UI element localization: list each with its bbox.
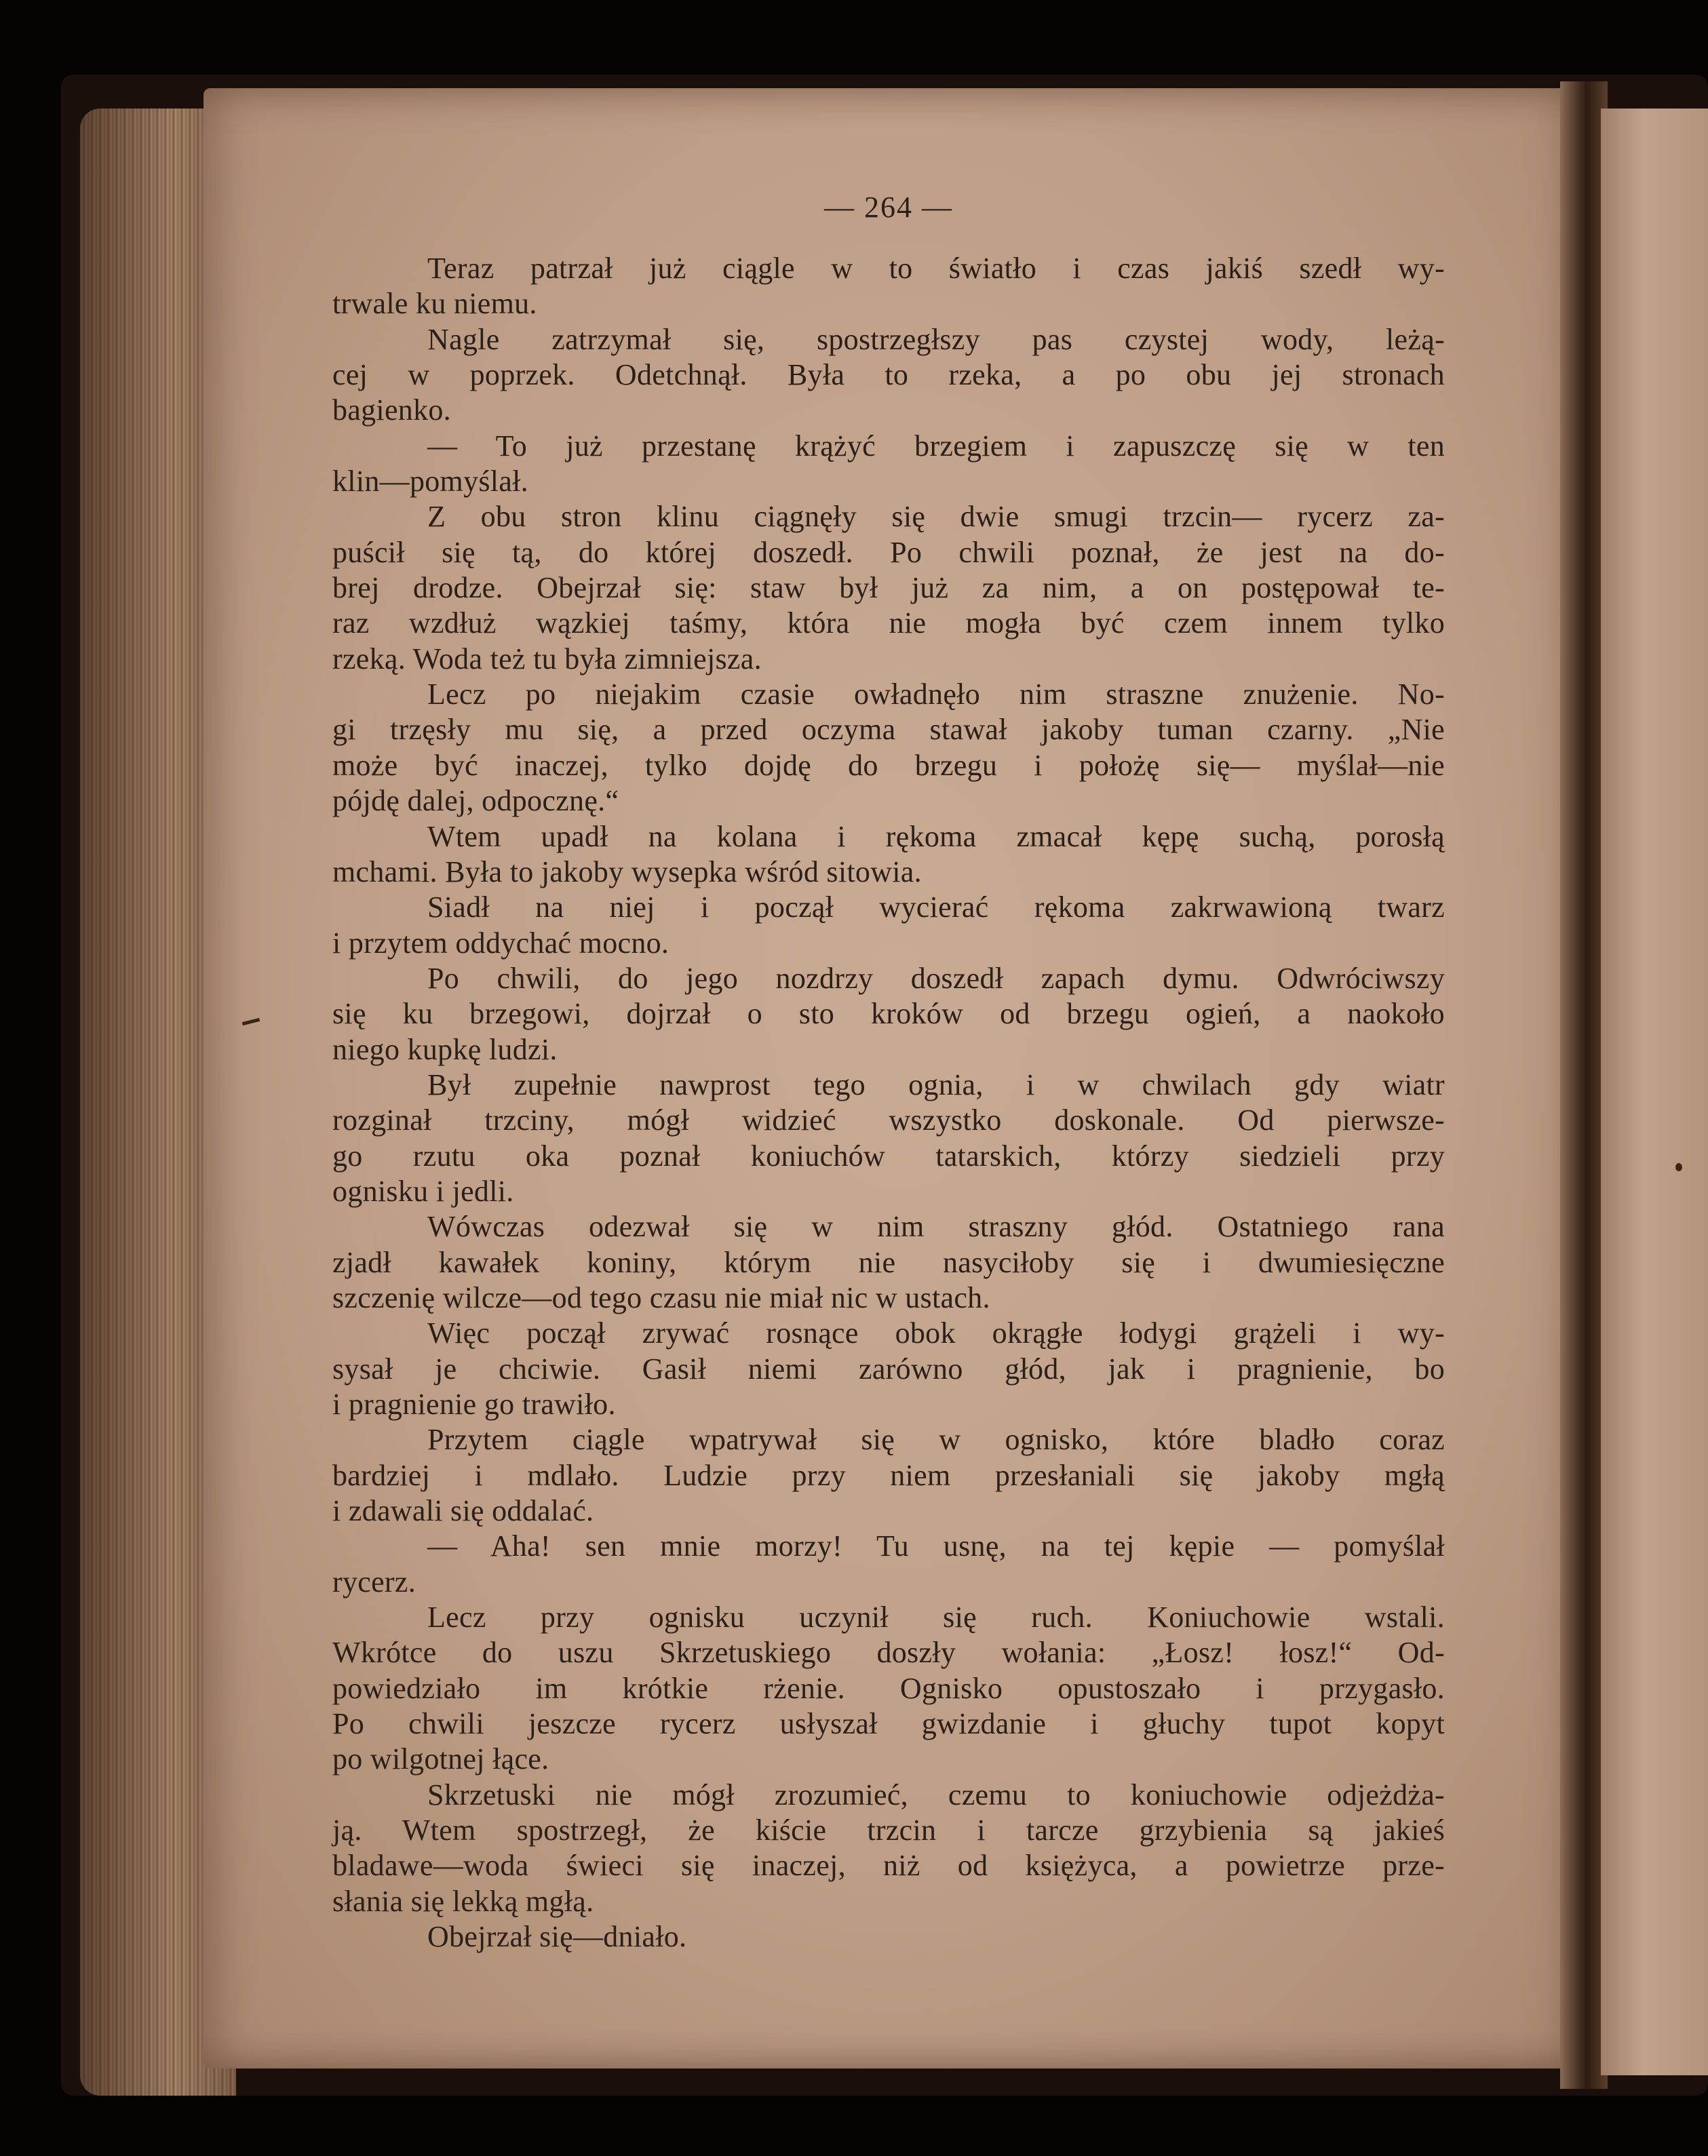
text-line: Teraz patrzał już ciągle w to światło i czas jakiś szedł wy- bbox=[427, 252, 1445, 285]
text-line: Siadł na niej i począł wycierać rękoma zakrwawioną twarz bbox=[427, 890, 1445, 924]
text-line: Wkrótce do uszu Skrzetuskiego doszły wołania: „Łosz! łosz!“ Od- bbox=[332, 1636, 1445, 1670]
text-line: puścił się tą, do której doszedł. Po chwili poznał, że jest na do- bbox=[332, 535, 1445, 569]
text-line: Lecz po niejakim czasie owładnęło nim straszne znużenie. No- bbox=[427, 678, 1445, 711]
text-line: rycerz. bbox=[332, 1565, 416, 1599]
text-line: i przytem oddychać mocno. bbox=[332, 926, 669, 960]
facing-page-edge bbox=[1601, 109, 1708, 2075]
text-line: ją. Wtem spostrzegł, że kiście trzcin i tarcze grzybienia są jakieś bbox=[332, 1814, 1445, 1847]
paper-speck bbox=[1675, 1163, 1682, 1171]
text-line: Wówczas odezwał się w nim straszny głód. Ostatniego rana bbox=[427, 1210, 1445, 1244]
text-line: szczenię wilcze—od tego czasu nie miał nic w ustach. bbox=[332, 1280, 990, 1314]
text-line: Więc począł zrywać rosnące obok okrągłe łodygi grążeli i wy- bbox=[427, 1316, 1445, 1350]
text-line: zjadł kawałek koniny, którym nie nasyciłoby się i dwumiesięczne bbox=[332, 1245, 1445, 1279]
text-line: powiedziało im krótkie rżenie. Ognisko opustoszało i przygasło. bbox=[332, 1671, 1445, 1705]
text-line: Obejrzał się—dniało. bbox=[427, 1920, 687, 1954]
text-line: rozginał trzciny, mógł widzieć wszystko doskonale. Od pierwsze- bbox=[332, 1103, 1445, 1137]
page-text bbox=[332, 191, 1445, 1955]
text-line: i pragnienie go trawiło. bbox=[332, 1388, 616, 1421]
text-line: bladawe—woda świeci się inaczej, niż od księżyca, a powietrze prze- bbox=[332, 1849, 1445, 1883]
text-line: Po chwili jeszcze rycerz usłyszał gwizdanie i głuchy tupot kopyt bbox=[332, 1707, 1445, 1741]
text-line: rzeką. Woda też tu była zimniejsza. bbox=[332, 642, 762, 675]
text-line: trwale ku niemu. bbox=[332, 287, 537, 321]
text-line: słania się lekką mgłą. bbox=[332, 1884, 594, 1918]
text-line: Przytem ciągle wpatrywał się w ognisko, które bladło coraz bbox=[427, 1423, 1445, 1457]
text-line: gi trzęsły mu się, a przed oczyma stawał jakoby tuman czarny. „Nie bbox=[332, 713, 1445, 747]
text-line: Skrzetuski nie mógł zrozumieć, czemu to koniuchowie odjeżdża- bbox=[427, 1778, 1445, 1811]
text-line: klin—pomyślał. bbox=[332, 465, 528, 498]
page-number: — 264 — bbox=[824, 191, 953, 224]
text-line: bagienko. bbox=[332, 393, 451, 427]
text-line: może być inaczej, tylko dojdę do brzegu i położę się— myślał—nie bbox=[332, 748, 1445, 782]
text-line: raz wzdłuż wązkiej taśmy, która nie mogła być czem innem tylko bbox=[332, 606, 1445, 640]
text-line: się ku brzegowi, dojrzał o sto kroków od brzegu ogień, a naokoło bbox=[332, 997, 1445, 1031]
text-line: — To już przestanę krążyć brzegiem i zapuszczę się w ten bbox=[427, 429, 1445, 463]
text-line: — Aha! sen mnie morzy! Tu usnę, na tej kępie — pomyślał bbox=[427, 1529, 1445, 1563]
text-line: Nagle zatrzymał się, spostrzegłszy pas czystej wody, leżą- bbox=[427, 322, 1445, 356]
text-line: ognisku i jedli. bbox=[332, 1174, 514, 1208]
text-line: Był zupełnie nawprost tego ognia, i w chwilach gdy wiatr bbox=[427, 1067, 1445, 1101]
text-line: bardziej i mdlało. Ludzie przy niem przesłaniali się jakoby mgłą bbox=[332, 1458, 1445, 1492]
text-line: cej w poprzek. Odetchnął. Była to rzeka, a po obu jej stronach bbox=[332, 358, 1445, 392]
text-line: pójdę dalej, odpocznę.“ bbox=[332, 784, 619, 818]
text-line: sysał je chciwie. Gasił niemi zarówno głód, jak i pragnienie, bo bbox=[332, 1352, 1445, 1386]
text-line: i zdawali się oddalać. bbox=[332, 1494, 594, 1528]
text-line: Lecz przy ognisku uczynił się ruch. Koniuchowie wstali. bbox=[427, 1601, 1445, 1634]
text-line: po wilgotnej łące. bbox=[332, 1742, 549, 1776]
text-line: go rzutu oka poznał koniuchów tatarskich, którzy siedzieli przy bbox=[332, 1139, 1445, 1173]
text-line: mchami. Była to jakoby wysepka wśród sitowia. bbox=[332, 855, 922, 888]
text-line: niego kupkę ludzi. bbox=[332, 1032, 558, 1066]
text-line: brej drodze. Obejrzał się: staw był już za nim, a on postępował te- bbox=[332, 571, 1445, 605]
text-line: Z obu stron klinu ciągnęły się dwie smugi trzcin— rycerz za- bbox=[427, 500, 1445, 534]
text-line: Po chwili, do jego nozdrzy doszedł zapach dymu. Odwróciwszy bbox=[427, 961, 1445, 995]
text-line: Wtem upadł na kolana i rękoma zmacał kępę suchą, porosłą bbox=[427, 819, 1445, 853]
